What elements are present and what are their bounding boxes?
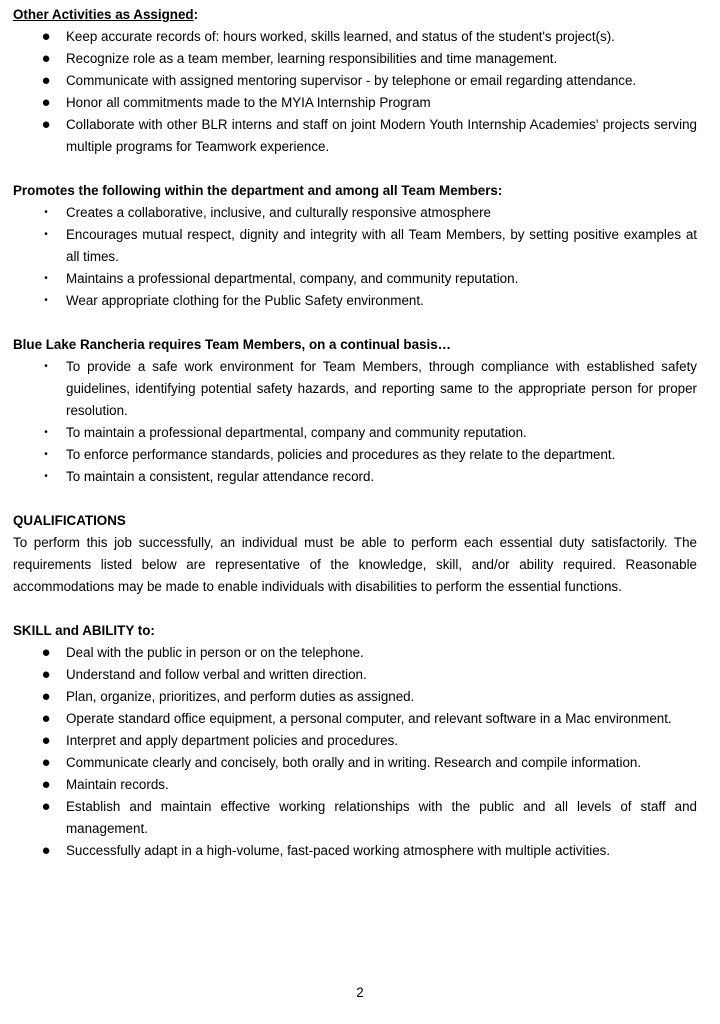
bullet-icon: ● <box>41 50 51 67</box>
bullet-icon: • <box>44 207 48 218</box>
list-promotes <box>13 202 697 312</box>
list-item-text: Wear appropriate clothing for the Public Safety environment. <box>66 293 424 308</box>
list-item <box>13 70 697 92</box>
list-item <box>13 202 697 224</box>
list-item-text: Interpret and apply department policies and procedures. <box>66 733 398 748</box>
bullet-icon: • <box>44 427 48 438</box>
bullet-icon: ● <box>41 710 51 727</box>
list-other-activities <box>13 26 697 158</box>
list-item-text: Establish and maintain effective working relationships with the public and all levels of staff and management. <box>66 799 697 836</box>
spacer <box>13 598 697 620</box>
list-item-text: Successfully adapt in a high-volume, fast-paced working atmosphere with multiple activities. <box>66 843 611 858</box>
bullet-icon: ● <box>41 666 51 683</box>
bullet-icon: ● <box>41 842 51 859</box>
list-item-text: Communicate clearly and concisely, both orally and in writing. Research and compile information. <box>66 755 642 770</box>
list-item <box>13 642 697 664</box>
page-number: 2 <box>356 985 364 1000</box>
list-item <box>13 48 697 70</box>
list-item <box>13 774 697 796</box>
bullet-icon: ● <box>41 94 51 111</box>
list-item-text: Operate standard office equipment, a personal computer, and relevant software in a Mac environment. <box>66 711 672 726</box>
list-item <box>13 92 697 114</box>
section-heading-qualifications: QUALIFICATIONS <box>13 513 126 528</box>
list-item-text: To maintain a professional departmental, company and community reputation. <box>66 425 527 440</box>
list-item <box>13 26 697 48</box>
bullet-icon: • <box>44 295 48 306</box>
list-item-text: Communicate with assigned mentoring supervisor - by telephone or email regarding attendance. <box>66 73 637 88</box>
other-activities-title: Other Activities as Assigned <box>13 7 194 22</box>
list-item-text: To provide a safe work environment for Team Members, through compliance with established safety guidelines, identifying potential safety hazards, and reporting same to the appropriate person for proper resolution. <box>66 359 697 418</box>
list-item-text: To enforce performance standards, policies and procedures as they relate to the department. <box>66 447 616 462</box>
bullet-icon: • <box>44 361 48 372</box>
bullet-icon: ● <box>41 688 51 705</box>
section-heading-skills: SKILL and ABILITY to: <box>13 623 155 638</box>
list-item <box>13 752 697 774</box>
spacer <box>13 158 697 180</box>
list-item-text: Maintains a professional departmental, company, and community reputation. <box>66 271 519 286</box>
spacer <box>13 488 697 510</box>
bullet-icon: • <box>44 471 48 482</box>
bullet-icon: ● <box>41 798 51 815</box>
document-page <box>13 4 697 862</box>
list-item-text: Keep accurate records of: hours worked, skills learned, and status of the student's project(s). <box>66 29 615 44</box>
bullet-icon: • <box>44 449 48 460</box>
section-heading-promotes: Promotes the following within the department and among all Team Members: <box>13 183 503 198</box>
list-item-text: Plan, organize, prioritizes, and perform duties as assigned. <box>66 689 415 704</box>
list-skills <box>13 642 697 862</box>
list-item-text: To maintain a consistent, regular attendance record. <box>66 469 375 484</box>
heading-colon: : <box>193 7 199 22</box>
bullet-icon: ● <box>41 754 51 771</box>
bullet-icon: ● <box>41 732 51 749</box>
list-item-text: Creates a collaborative, inclusive, and culturally responsive atmosphere <box>66 205 491 220</box>
list-item <box>13 114 697 158</box>
bullet-icon: ● <box>41 776 51 793</box>
list-item-text: Recognize role as a team member, learning responsibilities and time management. <box>66 51 558 66</box>
list-item-text: Encourages mutual respect, dignity and integrity with all Team Members, by setting positive examples at all times. <box>66 227 697 264</box>
list-item <box>13 290 697 312</box>
qualifications-paragraph: To perform this job successfully, an individual must be able to perform each essential duty satisfactorily. The requirements listed below are representative of the knowledge, skill, and/or ability required. Reasonable accommodations may be made to enable individuals with disabilities to perform the essential functions. <box>13 535 697 594</box>
list-item-text: Maintain records. <box>66 777 169 792</box>
bullet-icon: • <box>44 229 48 240</box>
list-item-text: Deal with the public in person or on the telephone. <box>66 645 364 660</box>
list-item <box>13 840 697 862</box>
section-heading-requires: Blue Lake Rancheria requires Team Members, on a continual basis… <box>13 337 452 352</box>
bullet-icon: ● <box>41 116 51 133</box>
list-item <box>13 224 697 268</box>
list-item <box>13 796 697 840</box>
bullet-icon: ● <box>41 644 51 661</box>
list-item <box>13 422 697 444</box>
list-item <box>13 730 697 752</box>
list-item-text: Understand and follow verbal and written direction. <box>66 667 367 682</box>
list-item-text: Collaborate with other BLR interns and staff on joint Modern Youth Internship Academies' projects serving multiple programs for Teamwork experience. <box>66 117 697 154</box>
list-item <box>13 708 697 730</box>
section-heading-other-activities <box>13 4 697 26</box>
spacer <box>13 312 697 334</box>
list-item <box>13 466 697 488</box>
list-requires <box>13 356 697 488</box>
bullet-icon: ● <box>41 72 51 89</box>
list-item <box>13 444 697 466</box>
bullet-icon: • <box>44 273 48 284</box>
list-item-text: Honor all commitments made to the MYIA Internship Program <box>66 95 431 110</box>
list-item <box>13 356 697 422</box>
list-item <box>13 686 697 708</box>
list-item <box>13 268 697 290</box>
list-item <box>13 664 697 686</box>
bullet-icon: ● <box>41 28 51 45</box>
